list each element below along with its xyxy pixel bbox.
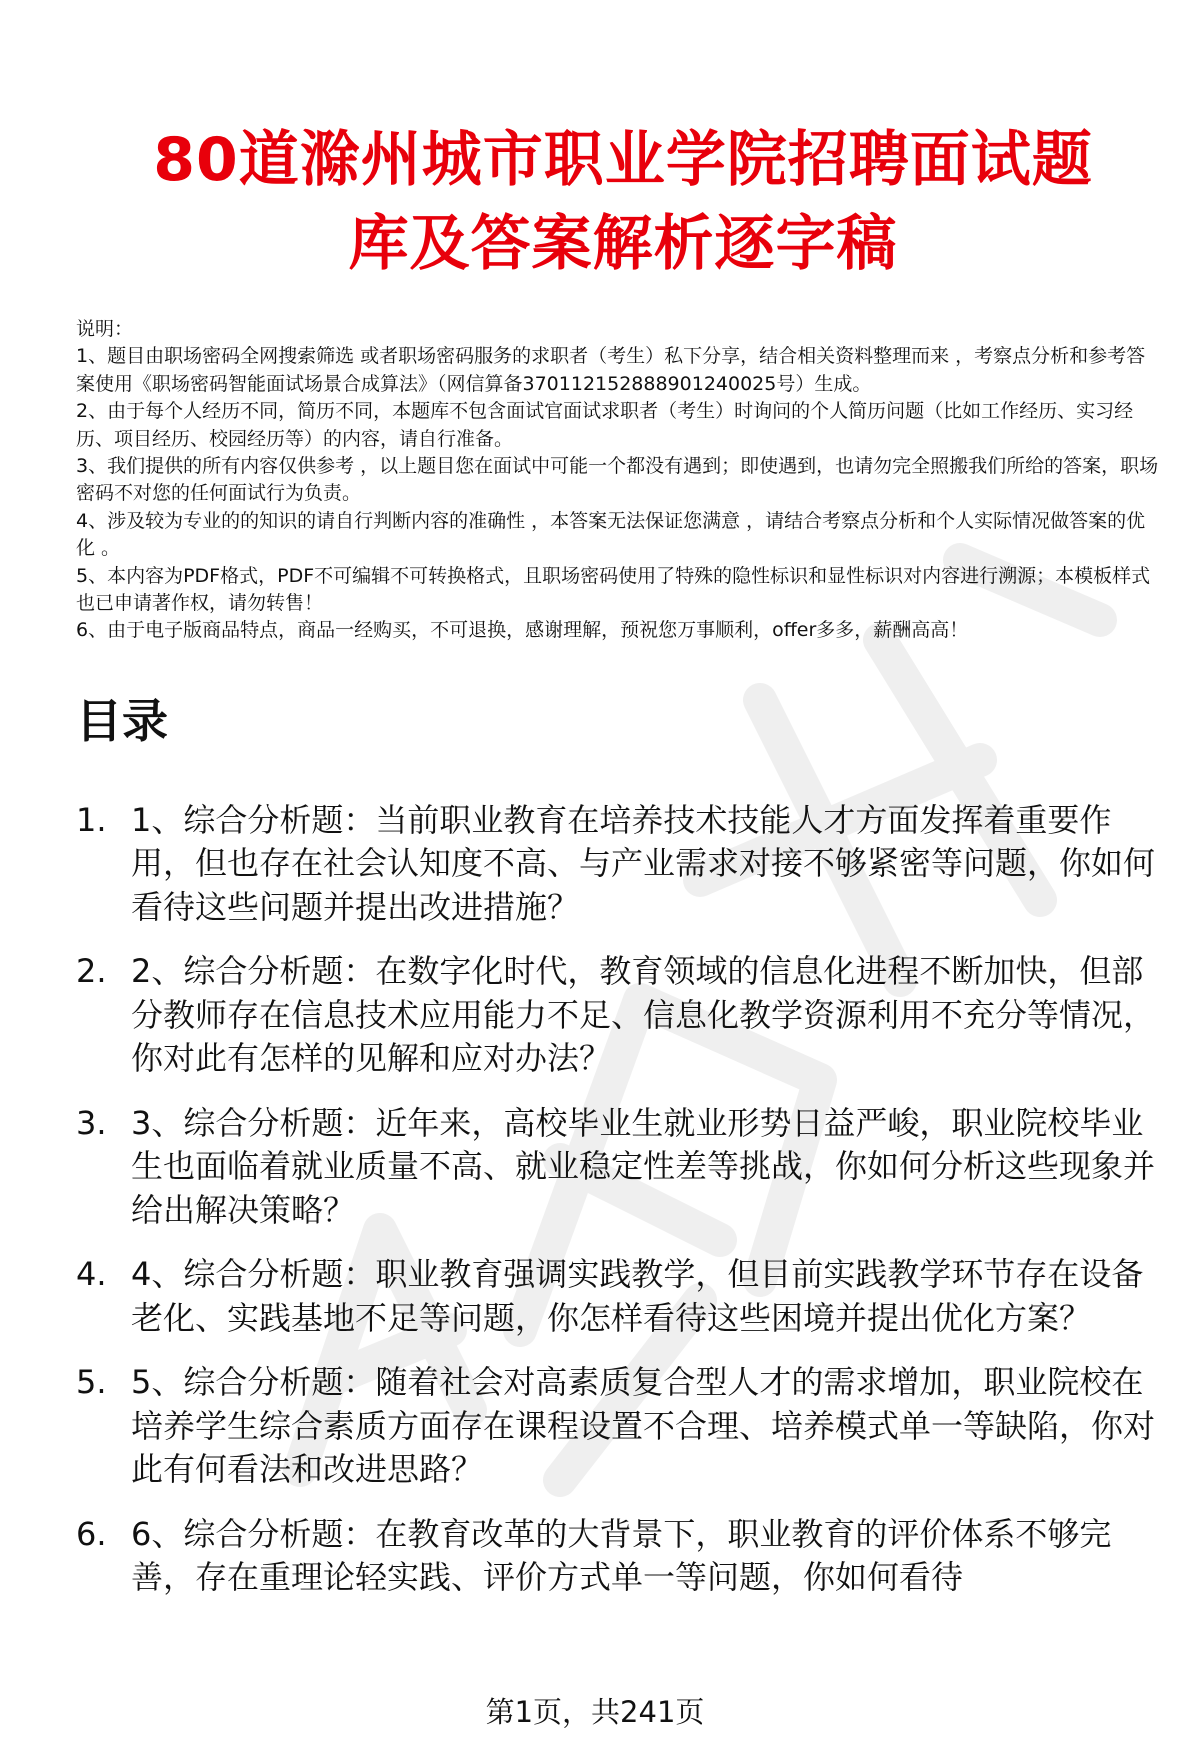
toc-list xyxy=(76,799,1170,1600)
toc-item-5[interactable] xyxy=(76,1361,1170,1492)
toc-heading: 目录 xyxy=(76,693,168,748)
instructions-heading: 说明： xyxy=(76,318,134,340)
page-number-footer: 第1页，共241页 xyxy=(485,1695,705,1729)
toc-item-1[interactable] xyxy=(76,799,1170,930)
instruction-item-1: 1、题目由职场密码全网搜索筛选 或者职场密码服务的求职者（考生）私下分享，结合相关资料整理而来 ，考察点分析和参考答案使用《职场密码智能面试场景合成算法》（网信算备370112152888901240025号）生成。 xyxy=(76,345,1146,395)
toc-item-number: 6. xyxy=(76,1514,107,1553)
toc-item-3[interactable] xyxy=(76,1102,1170,1233)
toc-item-number: 4. xyxy=(76,1255,107,1294)
toc-item-4[interactable] xyxy=(76,1253,1170,1340)
toc-item-text: 4、综合分析题：职业教育强调实践教学，但目前实践教学环节存在设备老化、实践基地不足等问题，你怎样看待这些困境并提出优化方案？ xyxy=(131,1255,1144,1337)
toc-item-text: 2、综合分析题：在数字化时代，教育领域的信息化进程不断加快，但部分教师存在信息技术应用能力不足、信息化教学资源利用不充分等情况，你对此有怎样的见解和应对办法？ xyxy=(131,952,1156,1078)
instruction-item-4: 4、涉及较为专业的的知识的请自行判断内容的准确性 ，本答案无法保证您满意 ，请结合考察点分析和个人实际情况做答案的优化 。 xyxy=(76,509,1146,560)
document-title xyxy=(76,0,1170,286)
instruction-item-3: 3、我们提供的所有内容仅供参考 ，以上题目您在面试中可能一个都没有遇到；即使遇到，也请勿完全照搬我们所给的答案，职场密码不对您的任何面试行为负责。 xyxy=(76,455,1159,505)
toc-item-text: 5、综合分析题：随着社会对高素质复合型人才的需求增加，职业院校在培养学生综合素质方面存在课程设置不合理、培养模式单一等缺陷，你对此有何看法和改进思路？ xyxy=(131,1363,1156,1489)
toc-item-text: 3、综合分析题：近年来，高校毕业生就业形势日益严峻，职业院校毕业生也面临着就业质量不高、就业稳定性差等挑战，你如何分析这些现象并给出解决策略？ xyxy=(131,1103,1156,1229)
toc-item-number: 2. xyxy=(76,952,107,991)
toc-item-text: 1、综合分析题：当前职业教育在培养技术技能人才方面发挥着重要作用，但也存在社会认知度不高、与产业需求对接不够紧密等问题，你如何看待这些问题并提出改进措施？ xyxy=(131,800,1156,926)
toc-item-2[interactable] xyxy=(76,950,1170,1081)
toc-item-text: 6、综合分析题：在教育改革的大背景下，职业教育的评价体系不够完善，存在重理论轻实践、评价方式单一等问题，你如何看待 xyxy=(131,1514,1112,1597)
title-line-1: 80道滁州城市职业学院招聘面试题 xyxy=(153,125,1093,195)
toc-item-number: 3. xyxy=(76,1103,107,1142)
instruction-item-6: 6、由于电子版商品特点，商品一经购买，不可退换，感谢理解，预祝您万事顺利，offer多多，薪酬高高！ xyxy=(76,619,969,642)
toc-item-number: 5. xyxy=(76,1363,107,1402)
instruction-item-5: 5、本内容为PDF格式，PDF不可编辑不可转换格式，且职场密码使用了特殊的隐性标识和显性标识对内容进行溯源；本模板样式也已申请著作权，请勿转售！ xyxy=(76,564,1151,615)
toc-item-number: 1. xyxy=(76,800,107,839)
title-line-2: 库及答案解析逐字稿 xyxy=(348,209,898,279)
instruction-item-2: 2、由于每个人经历不同，简历不同，本题库不包含面试官面试求职者（考生）时询问的个人简历问题（比如工作经历、实习经历、项目经历、校园经历等）的内容，请自行准备。 xyxy=(76,400,1134,450)
instructions-section xyxy=(76,316,1170,645)
toc-item-6[interactable] xyxy=(76,1513,1170,1600)
